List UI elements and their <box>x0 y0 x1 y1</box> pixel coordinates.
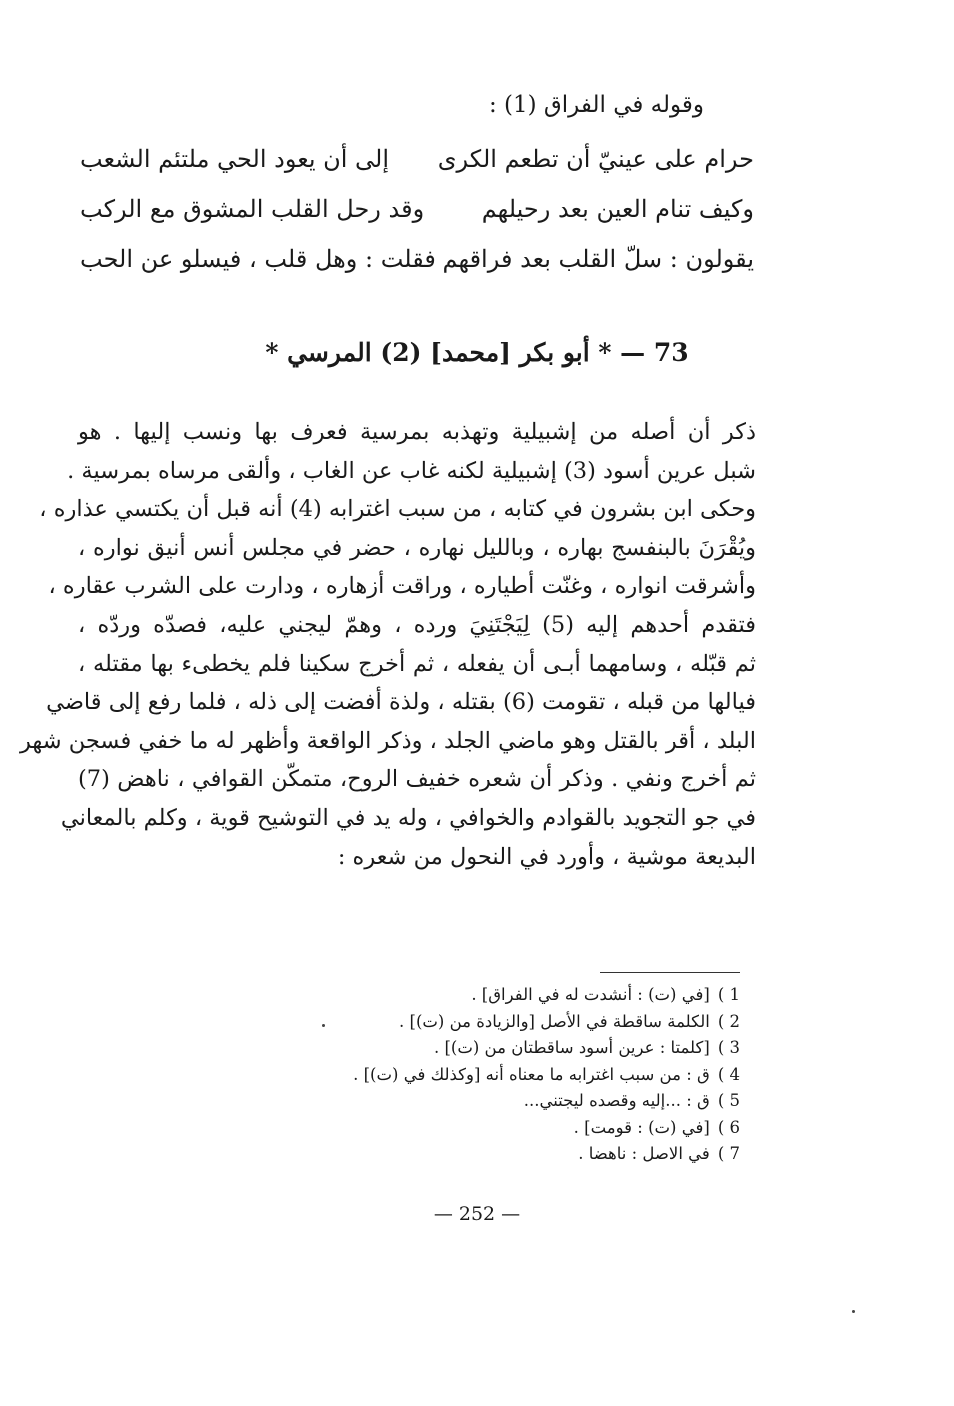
footnote-text: الكلمة ساقطة في الأصل [والزيادة من (ت)] . <box>399 1011 710 1031</box>
body-line: ثم أخرج ونفي . وذكر أن شعره خفيف الروح، متمكّن القوافي ، ناهض (7) <box>78 766 756 793</box>
body-line: في جو التجويد بالقوادم والخوافي ، وله يد في التوشيح قوية ، وكلم بالمعاني <box>60 804 756 831</box>
footnotes <box>353 982 740 1168</box>
footnote-number: 3 ) <box>717 1038 740 1057</box>
body-line: وحكى ابن بشرون في كتابه ، من سبب اغترابه (4) أنه قبل أن يكتسي عذاره ، <box>39 496 756 523</box>
footnote <box>353 1088 740 1115</box>
footnote-separator <box>600 972 740 973</box>
footnote-number: 5 ) <box>717 1091 740 1110</box>
body-line: فتقدم أحدهم إليه (5) لِيَجْتَنِيَ ورده ، وهمّ ليجني عليه، فصدّه وردّه ، <box>78 611 756 638</box>
body-line: ويُقْرَنَ بالبنفسج بهاره ، وبالليل نهاره ، حضر في مجلس أنس أنيق نواره ، <box>78 534 756 561</box>
poem-verse <box>80 245 754 295</box>
poem-intro-line: وقوله في الفراق (1) : <box>488 92 704 118</box>
body-line: ثم قبّله ، وسامهما أبـى أن يفعله ، ثم أخرج سكينا فلم يخطىء بها مقتله ، <box>78 650 756 677</box>
footnote <box>353 1141 740 1168</box>
scan-speck <box>322 1024 325 1027</box>
poem-verse <box>80 195 754 245</box>
footnote-text: [في (ت) : قومت] . <box>573 1117 710 1137</box>
footnote-number: 1 ) <box>717 985 740 1004</box>
footnote-number: 2 ) <box>717 1011 740 1031</box>
footnote-text: في الاصل : ناهضا . <box>578 1144 710 1163</box>
verse-first-hemistich: حرام على عينيّ أن تطعم الكرى <box>437 145 754 173</box>
verse-first-hemistich: وكيف تنام العين بعد رحيلهم <box>481 195 754 223</box>
body-line: فيالها من قبله ، تقومت (6) بقتله ، ولذة أفضت إلى ذله ، فلما رفع إلى قاضي <box>46 689 756 716</box>
body-line: شبل عرين أسود (3) إشبيلية لكنه غاب عن الغاب ، وألقى مرساه بمرسية . <box>67 457 756 484</box>
footnote-number: 6 ) <box>717 1117 740 1137</box>
footnote-text: [كلمتا : عرين أسود ساقطتان من (ت)] . <box>433 1038 710 1057</box>
verse-second-hemistich: فقلت : وهل قلب ، فيسلو عن الحب <box>80 245 436 273</box>
footnote <box>353 1035 740 1062</box>
footnote <box>353 1009 740 1036</box>
page-number: — 252 — <box>433 1203 521 1225</box>
footnote-text: ق : من سبب اغترابه ما معناه أنه [وكذلك في (ت)] . <box>353 1064 710 1084</box>
footnote-number: 7 ) <box>717 1144 740 1163</box>
body-line: البلد ، أقر بالقتل وهو ماضي الجلد ، وذكر الواقعة وأظهر له ما خفي فسجن شهر <box>19 727 756 754</box>
footnote <box>353 982 740 1009</box>
body-paragraph <box>19 413 756 876</box>
verse-second-hemistich: إلى أن يعود الحي ملتئم الشعب <box>80 145 390 173</box>
body-line: البديعة موشية ، وأورد في النحول من شعره : <box>337 843 756 870</box>
verse-second-hemistich: وقد رحل القلب المشوق مع الركب <box>80 195 425 223</box>
body-line: وأشرقت انواره ، وغنّت أطياره ، وراقت أزهاره ، ودارت على الشرب عقاره ، <box>48 573 756 600</box>
poem-block <box>80 145 754 295</box>
poem-verse <box>80 145 754 195</box>
footnote-text: [في (ت) : أنشدت له في الفراق] . <box>471 985 710 1004</box>
scan-speck <box>852 1310 855 1313</box>
verse-first-hemistich: يقولون : سلّ القلب بعد فراقهم <box>442 245 754 273</box>
footnote-number: 4 ) <box>717 1064 740 1084</box>
footnote <box>353 1062 740 1089</box>
entry-heading: 73 — * أبو بكر [محمد] (2) المرسي * <box>265 338 689 367</box>
footnote-text: ق : ...إليه وقصده ليجتني... <box>523 1091 710 1110</box>
footnote <box>353 1115 740 1142</box>
body-line: ذكر أن أصله من إشبيلية وتهذبه بمرسية فعرف بها ونسب إليها . هو <box>78 419 756 445</box>
